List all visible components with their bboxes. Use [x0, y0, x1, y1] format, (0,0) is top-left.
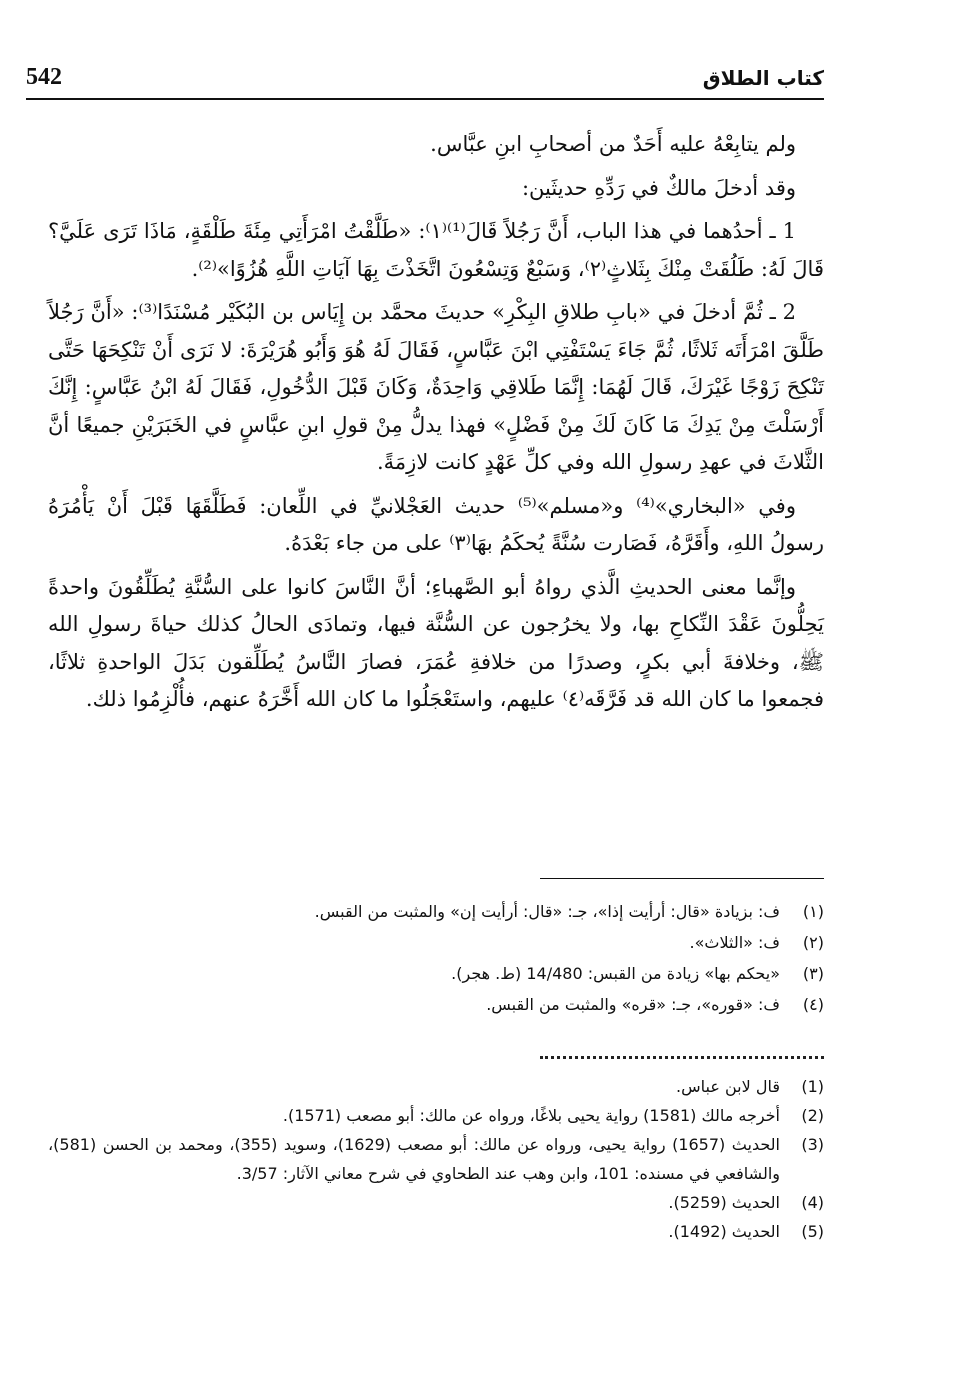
footnote-text: «يحكم بها» زيادة من القبس: 14/480 (ط. هجر).	[451, 964, 780, 983]
footnote-text: أخرجه مالك (1581) رواية يحيى بلاغًا، ورواه عن مالك: أبو مصعب (1571).	[282, 1106, 780, 1125]
footnote-text: قال لابن عباس.	[676, 1077, 780, 1096]
paragraph: وفي «البخاري»⁽⁴⁾ و«مسلم»⁽⁵⁾ حديث العَجْلانيِّ في اللِّعان: فَطَلَّقَهَا قَبْلَ أَنْ يَأْمُرَهُ رسولُ اللهِ، وأَقَرَّهُ، فَصَارت سُنَّةً يُحكَمُ بهَا⁽٣⁾ على من جاء بَعْدَهُ.	[48, 493, 824, 555]
footnote-number: (5)	[801, 1222, 824, 1241]
main-text	[48, 126, 824, 725]
apparatus-footnotes	[48, 896, 824, 1020]
footnote-number: (٤)	[802, 995, 824, 1014]
reference-footnotes	[48, 1072, 824, 1246]
footnote-dotted-separator	[540, 1056, 824, 1059]
footnote	[48, 1072, 824, 1101]
footnote-text: ف: بزيادة «قال: أرأيت إذا»، جـ: «قال: أرأيت إن» والمثبت من القبس.	[314, 902, 780, 921]
paragraph: 1 ـ أحدُهما في هذا الباب، أَنَّ رَجُلاً قَالَ⁽¹⁾⁽١⁾: «طَلَّقْتُ امْرَأَتِي مِئَةَ طَلْقَةٍ، مَاذَا تَرَى عَلَيَّ؟ قَالَ لَهُ: طَلُقَتْ مِنْكَ بِثَلاثٍ⁽٢⁾، وَسَبْعٌ وَتِسْعُونَ اتَّخَذْتَ بِهَا آيَاتِ اللَّهِ هُزُوًا»⁽²⁾.	[48, 219, 824, 281]
footnote	[48, 989, 824, 1020]
chapter-title: كتاب الطلاق	[702, 66, 824, 90]
footnote	[48, 958, 824, 989]
footnote-number: (1)	[801, 1077, 824, 1096]
footnote-number: (3)	[801, 1135, 824, 1154]
footnote-number: (2)	[801, 1106, 824, 1125]
footnote	[48, 1188, 824, 1217]
footnote-number: (4)	[801, 1193, 824, 1212]
paragraph: وإنَّما معنى الحديثِ الَّذي رواهُ أبو الصَّهباءِ؛ أنَّ النَّاسَ كانوا على السُّنَّةِ يُطَلِّقُونَ واحدةً يَحِلُّونَ عَقْدَ النِّكاحِ بها، ولا يخرُجون عن السُّنَّة فيها، وتمادَى الحالُ كذلك حياةَ رسولِ الله ﷺ، وخلافةَ أبي بكرٍ، وصدرًا من خلافةِ عُمَرَ، فصارَ النَّاسُ يُطَلِّقون بَدَلَ الواحدةِ ثلاثًا، فجمعوا ما كان الله قد فَرَّقَه⁽٤⁾ عليهم، واستَعْجَلُوا ما كان الله أَخَّرَهُ عنهم، فأُلْزِمُوا ذلك.	[48, 574, 824, 711]
footnote-text: الحديث (1657) رواية يحيى، ورواه عن مالك: أبو مصعب (1629)، وسويد (355)، ومحمد بن الحسن (581)، والشافعي في مسنده: 101، وابن وهب عند الطحاوي في شرح معاني الآثار: 3/57.	[48, 1135, 780, 1183]
footnote	[48, 1217, 824, 1246]
page-number: 542	[26, 64, 62, 90]
footnote	[48, 927, 824, 958]
footnote-text: الحديث (5259).	[668, 1193, 780, 1212]
footnote-number: (١)	[802, 902, 824, 921]
footnote-text: ف: «قوره»، جـ: «قره» والمثبت من القبس.	[486, 995, 780, 1014]
page-header	[26, 60, 824, 100]
footnote-separator	[540, 878, 824, 879]
footnote-number: (٣)	[802, 964, 824, 983]
footnote	[48, 1101, 824, 1130]
paragraph: ولم يتابِعْهُ عليه أَحَدٌ من أصحابِ ابنِ عبَّاس.	[430, 132, 796, 156]
footnote	[48, 1130, 824, 1188]
footnote-text: ف: «الثلاث».	[689, 933, 780, 952]
paragraph: 2 ـ ثُمَّ أدخلَ في «بابِ طلاقِ البِكْرِ» حديثَ محمَّد بن إِيَاس بن البُكَيْر مُسْنَدًا⁽³⁾: «أَنَّ رَجُلاً طَلَّقَ امْرَأَتَه ثَلاثًا، ثُمَّ جَاءَ يَسْتَفْتِي ابْنَ عَبَّاسٍ، فَقَالَ لَهُ هُوَ وَأَبُو هُرَيْرَةَ: لا نَرَى أَنْ تَنْكِحَهَا حَتَّى تَنْكِحَ زَوْجًا غَيْرَكَ، قَالَ لَهُمَا: إِنَّمَا طَلاقِي وَاحِدَةٌ، وَكَانَ قَبْلَ الدُّخُولِ، فَقَالَ لَهُ ابْنُ عَبَّاسٍ: إِنَّكَ أَرْسَلْتَ مِنْ يَدِكَ مَا كَانَ لَكَ مِنْ فَضْلٍ» فهذا يدلُّ مِنْ قولِ ابنِ عبَّاسٍ في الخَبَرَيْنِ جميعًا أنَّ الثَّلاثَ في عهدِ رسولِ الله وفي كلِّ عَهْدٍ كانت لازِمَةً.	[48, 300, 824, 474]
footnote-number: (٢)	[802, 933, 824, 952]
paragraph: وقد أدخلَ مالكٌ في رَدِّهِ حديثَين:	[521, 175, 796, 200]
footnote-text: الحديث (1492).	[668, 1222, 780, 1241]
footnote	[48, 896, 824, 927]
